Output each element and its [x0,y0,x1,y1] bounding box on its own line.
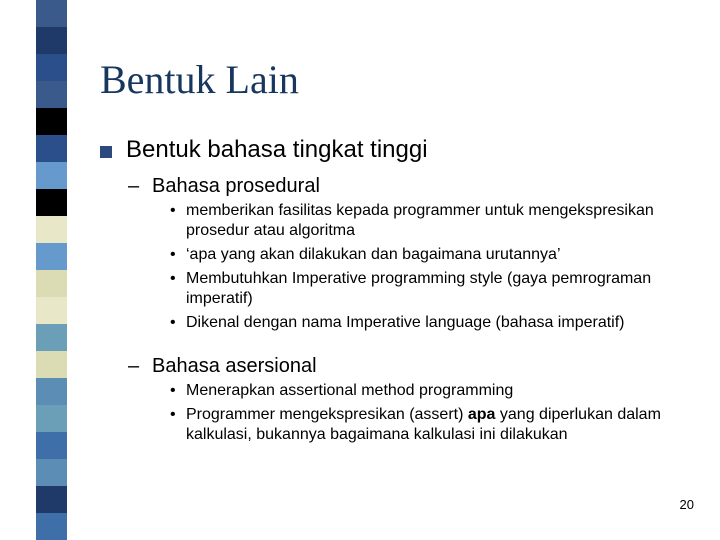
strip-block [36,135,67,162]
page-number: 20 [679,497,694,512]
strip-block [36,216,67,243]
procedural-point-1: • memberikan fasilitas kepada programmer untuk mengekspresikan prosedur atau algoritma [170,202,654,239]
strip-block [36,81,67,108]
assertional-point-2: • Programmer mengekspresikan (assert) apa yang diperlukan dalam kalkulasi, bukannya bagaimana kalkulasi ini dilakukan [170,406,661,443]
section-heading-assertional: – Bahasa asersional [128,355,317,377]
procedural-point-2: • ‘apa yang akan dilakukan dan bagaimana urutannya’ [170,246,561,263]
assertional-point-1: • Menerapkan assertional method programming [170,382,514,399]
strip-block [36,162,67,189]
strip-block [36,54,67,81]
strip-block [36,297,67,324]
strip-block [36,324,67,351]
strip-block [36,27,67,54]
strip-block [36,351,67,378]
square-bullet-icon [100,146,112,158]
section-heading-procedural: – Bahasa prosedural [128,175,320,197]
strip-block [36,270,67,297]
strip-block [36,405,67,432]
main-bullet-text: Bentuk bahasa tingkat tinggi [126,136,428,163]
main-bullet [100,135,700,165]
procedural-point-4: • Dikenal dengan nama Imperative language (bahasa imperatif) [170,314,625,331]
strip-block [36,459,67,486]
slide-body [100,135,700,449]
slide-title: Bentuk Lain [100,57,299,102]
strip-block [36,108,67,135]
strip-block [36,0,67,27]
strip-block [36,189,67,216]
strip-block [36,378,67,405]
strip-block [36,486,67,513]
strip-block [36,243,67,270]
strip-block [36,432,67,459]
decorative-left-strip [36,0,67,540]
procedural-point-3: • Membutuhkan Imperative programming style (gaya pemrograman imperatif) [170,270,652,307]
strip-block [36,513,67,540]
